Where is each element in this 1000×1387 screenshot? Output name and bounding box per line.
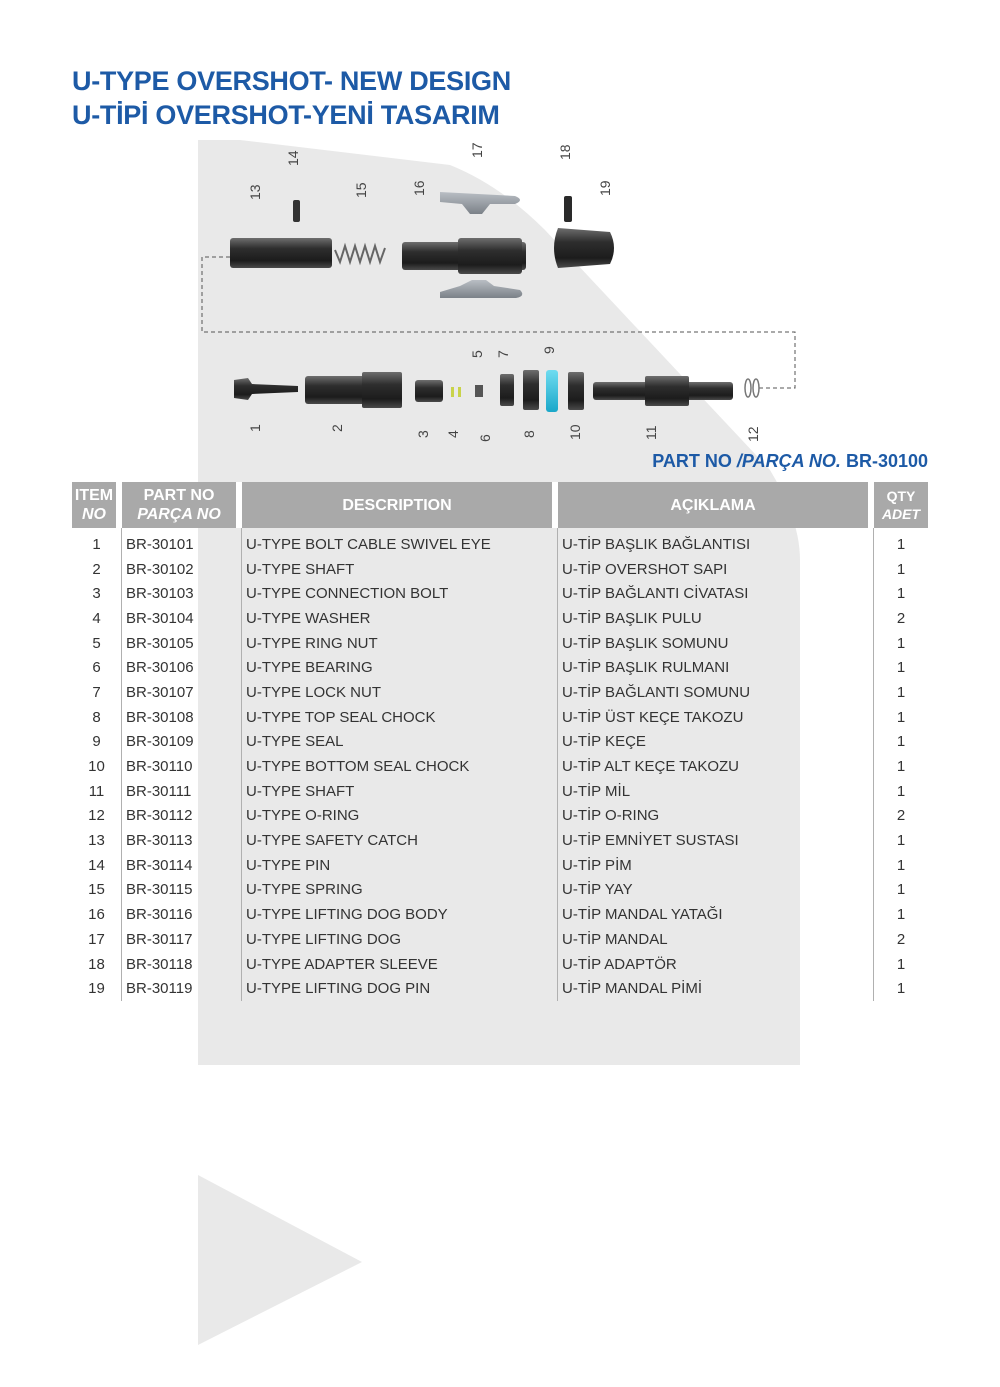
cell-item-no: 13 — [72, 828, 122, 853]
table-row — [72, 902, 928, 927]
o-ring-part-2 — [753, 379, 759, 397]
cell-item-no: 5 — [72, 631, 122, 656]
callout-13: 13 — [247, 184, 263, 200]
cell-description: U-TYPE LIFTING DOG — [242, 927, 558, 952]
cell-description: U-TYPE BEARING — [242, 655, 558, 680]
cell-item-no: 16 — [72, 902, 122, 927]
cell-qty: 1 — [896, 634, 906, 652]
cell-qty: 1 — [896, 683, 906, 701]
cell-item-no: 15 — [72, 878, 122, 903]
callout-18: 18 — [557, 144, 573, 160]
cell-description: U-TYPE WASHER — [242, 606, 558, 631]
cell-qty: 2 — [896, 609, 906, 627]
header-description: DESCRIPTION — [242, 482, 558, 528]
table-header-row — [72, 482, 928, 528]
table-row — [72, 927, 928, 952]
spring-part — [335, 246, 385, 262]
cell-qty: 1 — [896, 955, 906, 973]
cell-item-no: 4 — [72, 606, 122, 631]
cell-description: U-TYPE RING NUT — [242, 631, 558, 656]
callout-5: 5 — [469, 350, 485, 358]
cell-description: U-TYPE SHAFT — [242, 557, 558, 582]
table-row — [72, 754, 928, 779]
lifting-dog-pin-part — [564, 196, 572, 222]
cell-part-no: BR-30104 — [122, 606, 242, 631]
cell-part-no: BR-30109 — [122, 730, 242, 755]
table-row — [72, 878, 928, 903]
pin-part — [293, 200, 300, 222]
parts-list-table — [72, 482, 928, 1001]
table-row — [72, 952, 928, 977]
cell-qty: 1 — [896, 832, 906, 850]
cell-item-no: 3 — [72, 581, 122, 606]
cell-aciklama: U-TİP ALT KEÇE TAKOZU — [558, 754, 874, 779]
callout-11: 11 — [643, 425, 659, 440]
cell-description: U-TYPE SAFETY CATCH — [242, 828, 558, 853]
header-item-no — [72, 482, 122, 528]
cell-item-no: 9 — [72, 730, 122, 755]
cell-qty: 1 — [896, 906, 906, 924]
o-ring-part — [745, 379, 751, 397]
washer-part-2 — [458, 387, 461, 397]
part-no-label: PART NO — [652, 451, 732, 471]
cell-part-no: BR-30110 — [122, 754, 242, 779]
header-qty — [874, 482, 928, 528]
lock-nut-part — [500, 374, 514, 406]
header-item-sub: NO — [82, 506, 106, 523]
callout-17: 17 — [469, 142, 485, 158]
table-row — [72, 730, 928, 755]
cell-aciklama: U-TİP MİL — [558, 779, 874, 804]
cell-qty: 1 — [896, 560, 906, 578]
cell-part-no: BR-30103 — [122, 581, 242, 606]
cell-aciklama: U-TİP BAŞLIK PULU — [558, 606, 874, 631]
callout-2: 2 — [329, 424, 345, 432]
cell-qty: 1 — [896, 881, 906, 899]
cell-description: U-TYPE TOP SEAL CHOCK — [242, 705, 558, 730]
cell-aciklama: U-TİP PİM — [558, 853, 874, 878]
cell-item-no: 2 — [72, 557, 122, 582]
table-row — [72, 779, 928, 804]
cell-part-no: BR-30108 — [122, 705, 242, 730]
washer-part — [451, 387, 454, 397]
part-no-label-tr: /PARÇA NO. — [736, 451, 841, 471]
cell-item-no: 14 — [72, 853, 122, 878]
top-seal-chock-part — [523, 370, 539, 410]
cell-aciklama: U-TİP KEÇE — [558, 730, 874, 755]
cell-item-no: 18 — [72, 952, 122, 977]
callout-15: 15 — [353, 182, 369, 198]
cell-part-no: BR-30118 — [122, 952, 242, 977]
table-row — [72, 804, 928, 829]
cell-qty: 1 — [896, 758, 906, 776]
header-part-no — [122, 482, 242, 528]
cell-description: U-TYPE SEAL — [242, 730, 558, 755]
cell-qty: 1 — [896, 980, 906, 998]
ring-nut-part — [475, 385, 483, 397]
bolt-swivel-eye-part — [234, 378, 298, 400]
cell-description: U-TYPE SHAFT — [242, 779, 558, 804]
cell-aciklama: U-TİP MANDAL — [558, 927, 874, 952]
cell-description: U-TYPE LOCK NUT — [242, 680, 558, 705]
callout-4: 4 — [445, 430, 461, 438]
cell-qty: 1 — [896, 856, 906, 874]
parts-table-body — [72, 528, 928, 1001]
shaft-collar — [362, 372, 402, 408]
cell-qty: 1 — [896, 733, 906, 751]
table-row — [72, 631, 928, 656]
watermark-play-shape — [198, 1175, 362, 1345]
header-qty-label: QTY — [886, 488, 916, 504]
header-item-label: ITEM — [74, 487, 114, 504]
cell-item-no: 7 — [72, 680, 122, 705]
main-shaft-collar — [645, 376, 689, 406]
callout-8: 8 — [521, 430, 537, 438]
lifting-dog-body-collar — [458, 238, 522, 274]
table-row — [72, 655, 928, 680]
cell-description: U-TYPE PIN — [242, 853, 558, 878]
safety-catch-part — [230, 238, 332, 268]
seal-part — [546, 370, 558, 412]
cell-qty: 1 — [896, 535, 906, 553]
table-row — [72, 557, 928, 582]
cell-part-no: BR-30114 — [122, 853, 242, 878]
callout-16: 16 — [411, 180, 427, 196]
cell-aciklama: U-TİP OVERSHOT SAPI — [558, 557, 874, 582]
cell-item-no: 19 — [72, 976, 122, 1001]
cell-aciklama: U-TİP ADAPTÖR — [558, 952, 874, 977]
cell-part-no: BR-30117 — [122, 927, 242, 952]
cell-part-no: BR-30119 — [122, 976, 242, 1001]
cell-part-no: BR-30116 — [122, 902, 242, 927]
cell-aciklama: U-TİP O-RING — [558, 804, 874, 829]
table-row — [72, 976, 928, 1001]
table-row — [72, 853, 928, 878]
cell-aciklama: U-TİP BAŞLIK SOMUNU — [558, 631, 874, 656]
cell-part-no: BR-30115 — [122, 878, 242, 903]
callout-6: 6 — [477, 434, 493, 442]
cell-qty: 2 — [896, 930, 906, 948]
cell-item-no: 8 — [72, 705, 122, 730]
header-aciklama: AÇIKLAMA — [558, 482, 874, 528]
table-row — [72, 705, 928, 730]
cell-aciklama: U-TİP MANDAL PİMİ — [558, 976, 874, 1001]
header-part-sub: PARÇA NO — [137, 506, 221, 523]
cell-qty: 1 — [896, 659, 906, 677]
cell-description: U-TYPE O-RING — [242, 804, 558, 829]
cell-part-no: BR-30107 — [122, 680, 242, 705]
exploded-assembly-diagram — [190, 140, 830, 450]
table-row — [72, 828, 928, 853]
cell-part-no: BR-30111 — [122, 779, 242, 804]
connection-bolt-part — [415, 380, 443, 402]
cell-aciklama: U-TİP BAŞLIK RULMANI — [558, 655, 874, 680]
cell-aciklama: U-TİP BAĞLANTI SOMUNU — [558, 680, 874, 705]
callout-19: 19 — [597, 180, 613, 196]
cell-aciklama: U-TİP YAY — [558, 878, 874, 903]
assembly-part-number — [652, 451, 928, 472]
cell-aciklama: U-TİP MANDAL YATAĞI — [558, 902, 874, 927]
cell-qty: 1 — [896, 585, 906, 603]
table-row — [72, 581, 928, 606]
assembly-path-line — [202, 257, 795, 388]
cell-item-no: 12 — [72, 804, 122, 829]
lifting-dog-lower-part — [440, 280, 522, 298]
cell-part-no: BR-30106 — [122, 655, 242, 680]
cell-part-no: BR-30102 — [122, 557, 242, 582]
part-no-value: BR-30100 — [845, 451, 928, 471]
cell-item-no: 17 — [72, 927, 122, 952]
cell-qty: 1 — [896, 782, 906, 800]
callout-12: 12 — [745, 426, 761, 442]
cell-aciklama: U-TİP ÜST KEÇE TAKOZU — [558, 705, 874, 730]
page-subtitle: U-TİPİ OVERSHOT-YENİ TASARIM — [72, 100, 500, 130]
cell-part-no: BR-30113 — [122, 828, 242, 853]
cell-item-no: 11 — [72, 779, 122, 804]
callout-7: 7 — [495, 350, 511, 358]
cell-description: U-TYPE BOLT CABLE SWIVEL EYE — [242, 528, 558, 557]
cell-item-no: 6 — [72, 655, 122, 680]
adapter-sleeve-part — [554, 228, 614, 268]
cell-item-no: 1 — [72, 528, 122, 557]
cell-description: U-TYPE LIFTING DOG PIN — [242, 976, 558, 1001]
table-row — [72, 680, 928, 705]
page-title: U-TYPE OVERSHOT- NEW DESIGN — [72, 66, 511, 96]
callout-14: 14 — [285, 150, 301, 166]
cell-part-no: BR-30112 — [122, 804, 242, 829]
callout-9: 9 — [541, 346, 557, 354]
cell-aciklama: U-TİP BAŞLIK BAĞLANTISI — [558, 528, 874, 557]
cell-aciklama: U-TİP BAĞLANTI CİVATASI — [558, 581, 874, 606]
lifting-dog-upper-part — [440, 192, 520, 214]
table-row — [72, 528, 928, 557]
cell-description: U-TYPE SPRING — [242, 878, 558, 903]
cell-part-no: BR-30101 — [122, 528, 242, 557]
cell-description: U-TYPE BOTTOM SEAL CHOCK — [242, 754, 558, 779]
cell-description: U-TYPE ADAPTER SLEEVE — [242, 952, 558, 977]
cell-description: U-TYPE LIFTING DOG BODY — [242, 902, 558, 927]
cell-qty: 1 — [896, 708, 906, 726]
header-qty-sub: ADET — [881, 506, 921, 522]
callout-10: 10 — [567, 424, 583, 440]
cell-item-no: 10 — [72, 754, 122, 779]
cell-description: U-TYPE CONNECTION BOLT — [242, 581, 558, 606]
callout-1: 1 — [247, 424, 263, 432]
callout-3: 3 — [415, 430, 431, 438]
cell-qty: 2 — [896, 807, 906, 825]
cell-aciklama: U-TİP EMNİYET SUSTASI — [558, 828, 874, 853]
cell-part-no: BR-30105 — [122, 631, 242, 656]
table-row — [72, 606, 928, 631]
bottom-seal-chock-part — [568, 372, 584, 410]
header-part-label: PART NO — [143, 487, 215, 504]
